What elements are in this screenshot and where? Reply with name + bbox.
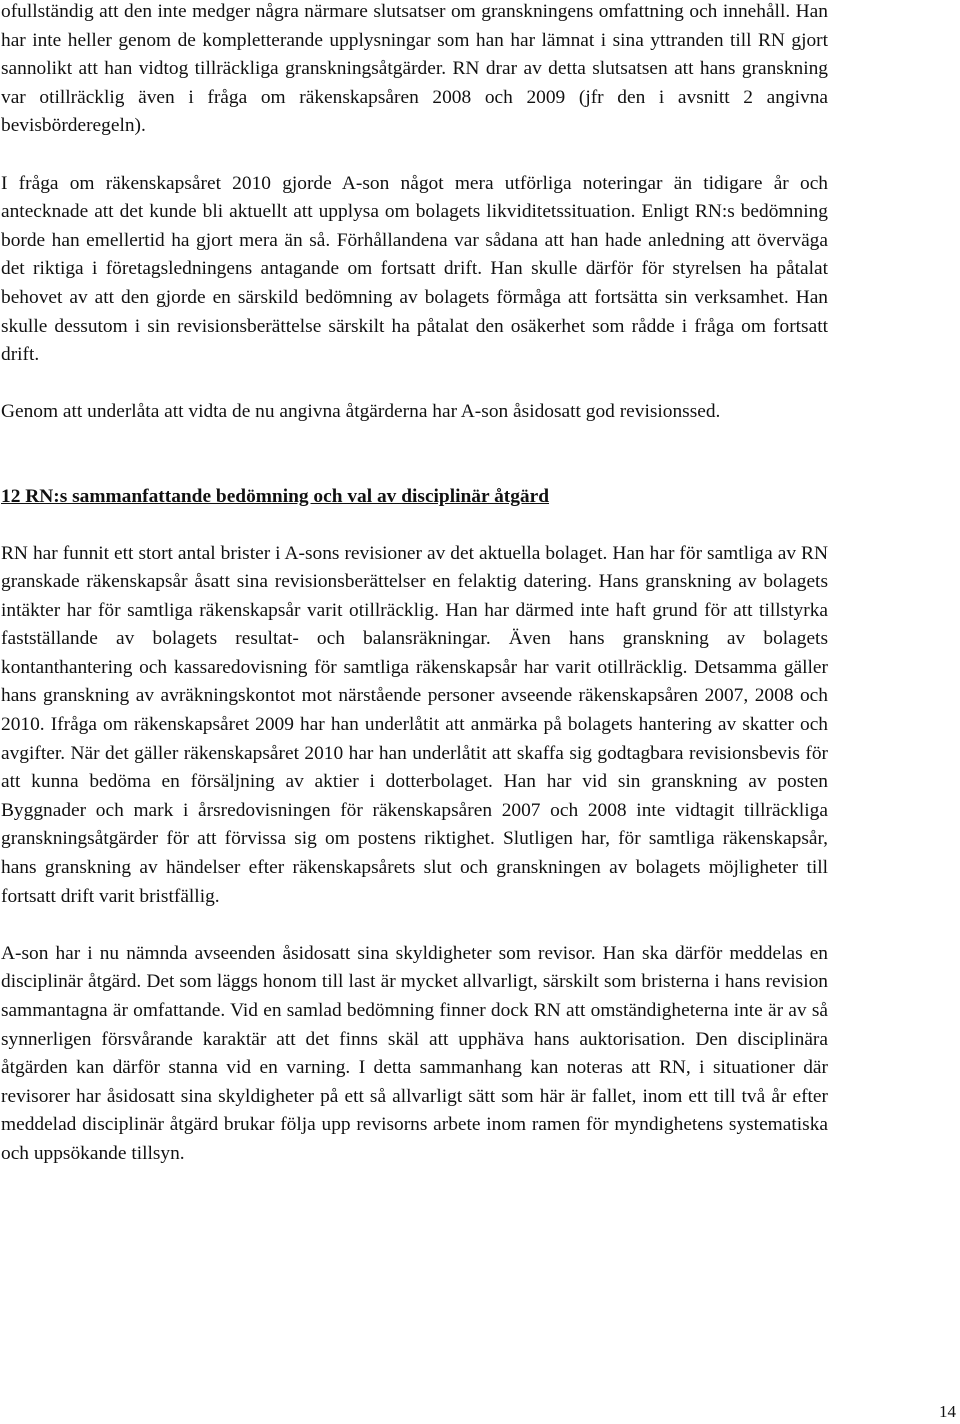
document-body <box>1 0 828 1169</box>
paragraph: A-son har i nu nämnda avseenden åsidosatt sina skyldigheter som revisor. Han ska därför meddelas en disciplinär åtgärd. Det som läggs honom till last är mycket allvarligt, särskilt som bristerna i hans revision sammantagna är omfattande. Vid en samlad bedömning finner dock RN att omständigheterna inte är av så synnerligen försvårande karaktär att det finns skäl att upphäva hans auktorisation. Den disciplinära åtgärden kan därför stanna vid en varning. I detta sammanhang kan noteras att RN, i situationer där revisorer har åsidosatt sina skyldigheter på ett så allvarligt sätt som här är fallet, inom ett till två år efter meddelad disciplinär åtgärd brukar följa upp revisorns arbete inom ramen för myndighetens systematiska och uppsökande tillsyn. <box>1 942 828 1164</box>
paragraph: I fråga om räkenskapsåret 2010 gjorde A-son något mera utförliga noteringar än tidigare år och antecknade att det kunde bli aktuellt att upplysa om bolagets likviditetssituation. Enligt RN:s bedömning borde han emellertid ha gjort mera än så. Förhållandena var sådana att han hade anledning att överväga det riktiga i företagsledningens antagande om fortsatt drift. Han skulle därför för styrelsen ha påtalat behovet av att den gjorde en särskild bedömning av bolagets förmåga att fortsätta sin verksamhet. Han skulle dessutom i sin revisionsberättelse särskilt ha påtalat den osäkerhet som rådde i fråga om fortsatt drift. <box>1 172 828 366</box>
paragraph: RN har funnit ett stort antal brister i A-sons revisioner av det aktuella bolaget. Han har för samtliga av RN granskade räkenskapsår åsatt sina revisionsberättelser en felaktig datering. Hans granskning av bolagets intäkter har för samtliga räkenskapsår varit otillräcklig. Han har därmed inte haft grund för att tillstyrka fastställande av bolagets resultat- och balansräkningar. Även hans granskning av bolagets kontanthantering och kassaredovisning för samtliga räkenskapsår har varit otillräcklig. Detsamma gäller hans granskning av avräkningskontot mot närstående personer avseende räkenskapsåren 2007, 2008 och 2010. Ifråga om räkenskapsåret 2009 har han underlåtit att anmärka på bolagets hantering av skatter och avgifter. När det gäller räkenskapsåret 2010 har han underlåtit att skaffa sig godtagbara revisionsbevis för att kunna bedöma en försäljning av aktier i dotterbolaget. Han har vid sin granskning av posten Byggnader och mark i årsredovisningen för räkenskapsåren 2007 och 2008 inte vidtagit tillräckliga granskningsåtgärder för att förvissa sig om postens riktighet. Slutligen har, för samtliga räkenskapsår, hans granskning av händelser efter räkenskapsårets slut och granskningen av bolagets möjligheter till fortsatt drift varit bristfällig. <box>1 542 828 907</box>
paragraph: Genom att underlåta att vidta de nu angivna åtgärderna har A-son åsidosatt god revisionssed. <box>1 401 721 423</box>
page-number: 14 <box>939 1402 956 1421</box>
section-heading: 12 RN:s sammanfattande bedömning och val av disciplinär åtgärd <box>1 485 550 507</box>
paragraph: ofullständig att den inte medger några närmare slutsatser om granskningens omfattning och innehåll. Han har inte heller genom de kompletterande upplysningar som han har lämnat i sina yttranden till RN gjort sannolikt att han vidtog tillräckliga granskningsåtgärder. RN drar av detta slutsatsen att hans granskning var otillräcklig även i fråga om räkenskapsåren 2008 och 2009 (jfr den i avsnitt 2 angivna bevisbörderegeln). <box>1 1 828 137</box>
